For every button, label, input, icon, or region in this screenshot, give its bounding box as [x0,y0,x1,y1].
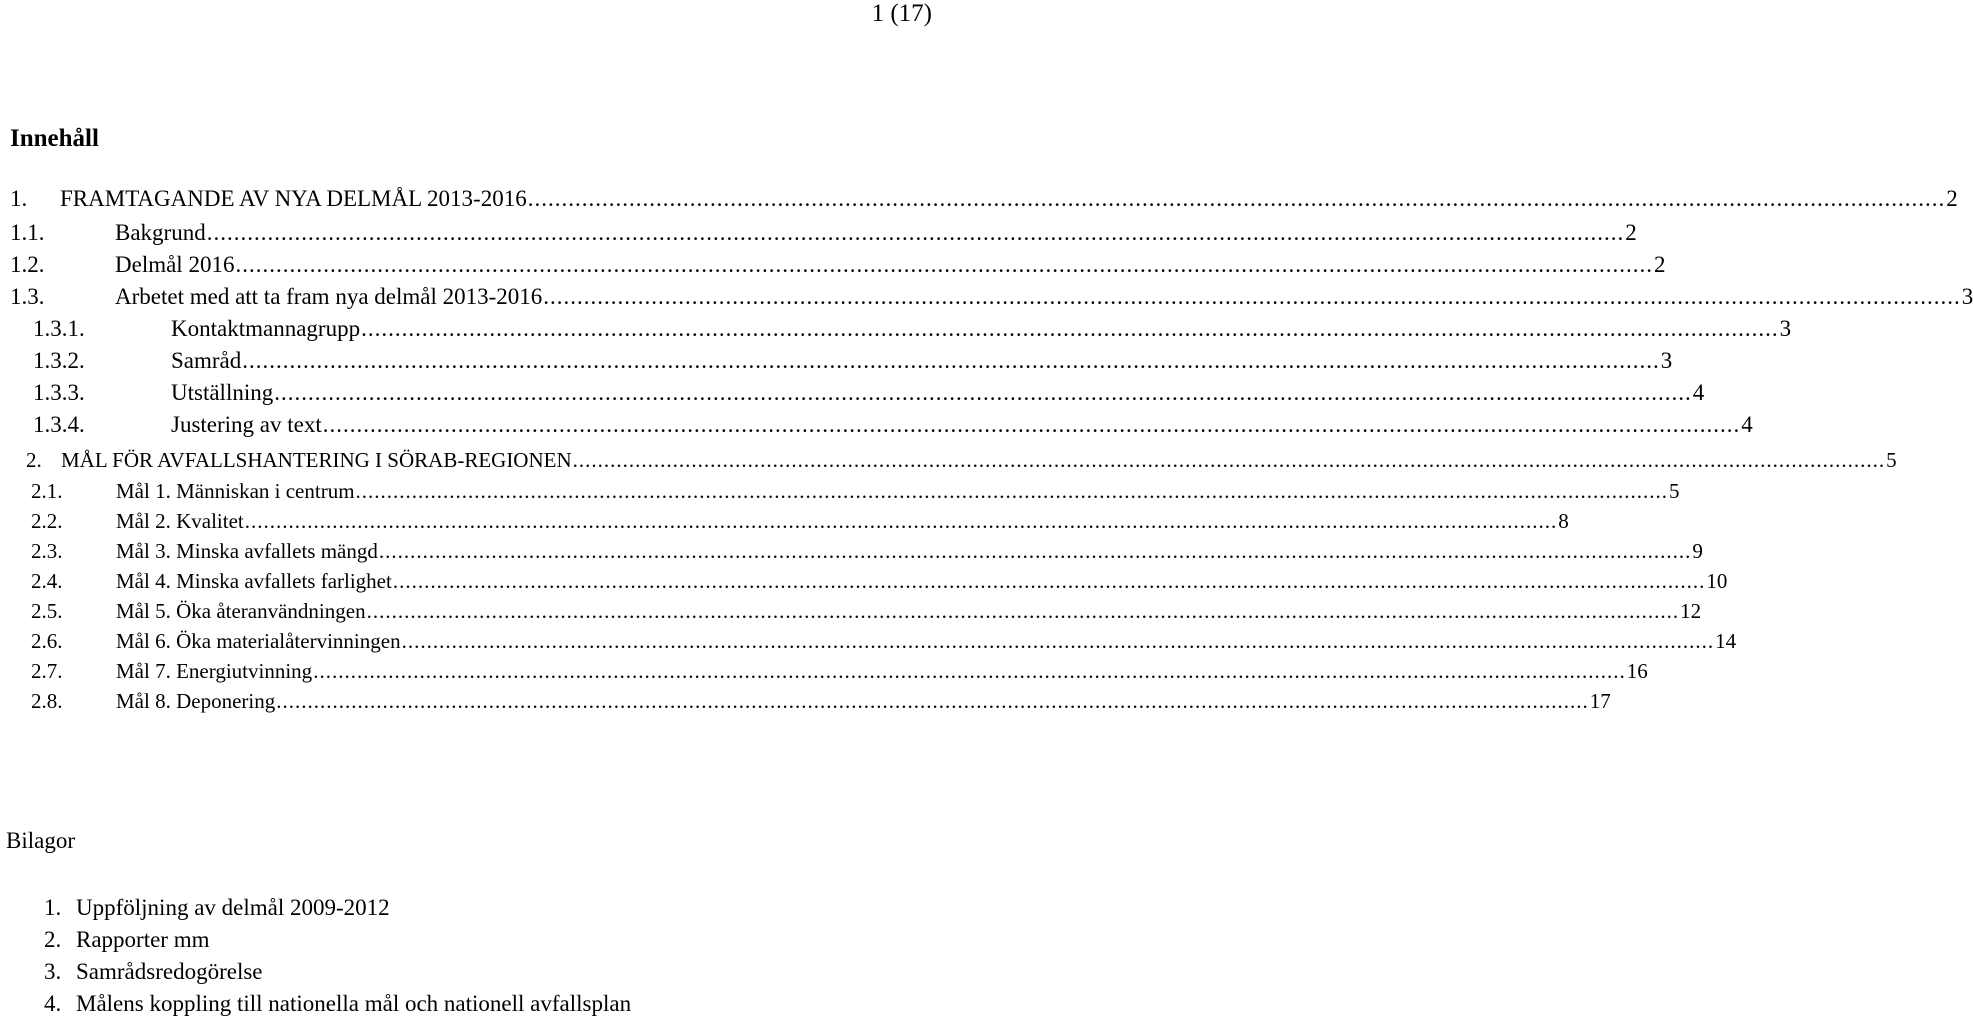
bilaga-number: 3. [44,959,62,984]
toc-entry-number: 2.2. [31,509,63,533]
dot-leader [367,595,1680,627]
dot-leader [276,685,1589,717]
toc-entry-title: Mål 8. Deponering [116,689,276,713]
toc-entry-page: 5 [1669,479,1680,503]
dot-leader [573,444,1886,476]
dot-leader [356,475,1669,507]
toc-entry-number: 1.1. [10,220,45,245]
toc-entry-page: 2 [1625,220,1637,245]
toc-entry-page: 17 [1589,689,1611,713]
dot-leader [393,565,1706,597]
toc-entry-title: Mål 6. Öka materialåtervinningen [116,629,401,653]
bilaga-number: 4. [44,991,62,1016]
bilaga-title: Målens koppling till nationella mål och nationell avfallsplan [76,991,632,1016]
toc-entry-title: Mål 7. Energiutvinning [116,659,313,683]
dot-leader [361,313,1779,345]
toc-entry-number: 1.3.1. [33,316,85,341]
bilaga-title: Uppföljning av delmål 2009-2012 [76,895,390,920]
toc-entry-2-2[interactable] [31,505,1569,537]
toc-entry-page: 8 [1558,509,1569,533]
bilaga-number: 1. [44,895,62,920]
toc-entry-title: Mål 3. Minska avfallets mängd [116,539,378,563]
dot-leader [274,377,1692,409]
toc-entry-page: 4 [1692,380,1705,405]
toc-entry-title: Mål 2. Kvalitet [116,509,244,533]
dot-leader [235,249,1653,281]
toc-entry-2-1[interactable] [31,475,1680,507]
toc-entry-1-3-2[interactable] [10,345,1673,377]
toc-entry-number: 1.3.4. [33,412,85,437]
toc-entry-title: MÅL FÖR AVFALLSHANTERING I SÖRAB-REGIONEN [61,448,572,472]
toc-entry-number: 2.3. [31,539,63,563]
toc-entry-title: FRAMTAGANDE AV NYA DELMÅL 2013-2016 [60,186,527,211]
toc-entry-number: 2.6. [31,629,63,653]
bilagor-heading: Bilagor [6,828,75,853]
toc-entry-2-3[interactable] [31,535,1703,567]
toc-entry-1[interactable] [10,183,1958,215]
bilaga-title: Rapporter mm [76,927,210,952]
toc-entry-1-3[interactable] [10,281,1973,313]
page-number: 1 (17) [871,0,932,27]
toc-entry-number: 1. [10,186,28,211]
toc-entry-title: Utställning [171,380,274,405]
toc-entry-title: Bakgrund [115,220,206,245]
toc-entry-title: Samråd [171,348,242,373]
toc-entry-1-1[interactable] [10,217,1637,249]
toc-entry-page: 14 [1715,629,1737,653]
toc-entry-number: 2.7. [31,659,63,683]
bilaga-title: Samrådsredogörelse [76,959,263,984]
list-item [44,956,631,988]
toc-entry-page: 2 [1653,252,1666,277]
toc-entry-2-6[interactable] [31,625,1737,657]
toc-entry-1-3-1[interactable] [10,313,1792,345]
toc-entry-page: 4 [1741,412,1753,437]
toc-entry-1-3-3[interactable] [10,377,1705,409]
toc-entry-number: 2.8. [31,689,63,713]
toc-entry-page: 12 [1680,599,1702,623]
toc-entry-title: Mål 5. Öka återanvändningen [116,599,366,623]
toc-entry-title: Arbetet med att ta fram nya delmål 2013-2016 [115,284,543,309]
dot-leader [323,409,1741,441]
toc-heading: Innehåll [10,125,99,152]
dot-leader [242,345,1660,377]
toc-entry-2-4[interactable] [31,565,1728,597]
toc-entry-page: 3 [1961,284,1973,309]
toc-entry-number: 1.3.2. [33,348,85,373]
dot-leader [207,217,1625,249]
dot-leader [528,183,1946,215]
list-item [44,892,631,924]
toc-entry-1-2[interactable] [10,249,1666,281]
toc-entry-number: 2.5. [31,599,63,623]
toc-entry-number: 1.2. [10,252,45,277]
toc-entry-1-3-4[interactable] [10,409,1753,441]
toc-entry-title: Mål 1. Människan i centrum [116,479,355,503]
toc-entry-page: 5 [1886,448,1897,472]
toc-entry-number: 1.3.3. [33,380,85,405]
list-item [44,924,631,956]
toc-entry-page: 3 [1660,348,1673,373]
dot-leader [402,625,1715,657]
toc-entry-2-5[interactable] [31,595,1702,627]
toc-entry-page: 16 [1626,659,1648,683]
toc-entry-page: 3 [1779,316,1792,341]
toc-entry-number: 1.3. [10,284,45,309]
dot-leader [245,505,1558,537]
dot-leader [379,535,1692,567]
toc-entry-number: 2.1. [31,479,63,503]
dot-leader [543,281,1961,313]
bilagor-list [44,892,631,1020]
toc-entry-number: 2. [26,448,42,472]
toc-entry-2[interactable] [26,444,1897,476]
bilaga-number: 2. [44,927,62,952]
list-item [44,988,631,1020]
toc-entry-page: 10 [1706,569,1728,593]
toc-entry-page: 9 [1692,539,1703,563]
toc-entry-2-8[interactable] [31,685,1611,717]
dot-leader [313,655,1626,687]
toc-entry-title: Justering av text [171,412,322,437]
toc-entry-number: 2.4. [31,569,63,593]
toc-entry-title: Mål 4. Minska avfallets farlighet [116,569,392,593]
toc-entry-title: Kontaktmannagrupp [171,316,361,341]
toc-entry-2-7[interactable] [31,655,1648,687]
toc-entry-page: 2 [1946,186,1958,211]
toc-entry-title: Delmål 2016 [115,252,235,277]
